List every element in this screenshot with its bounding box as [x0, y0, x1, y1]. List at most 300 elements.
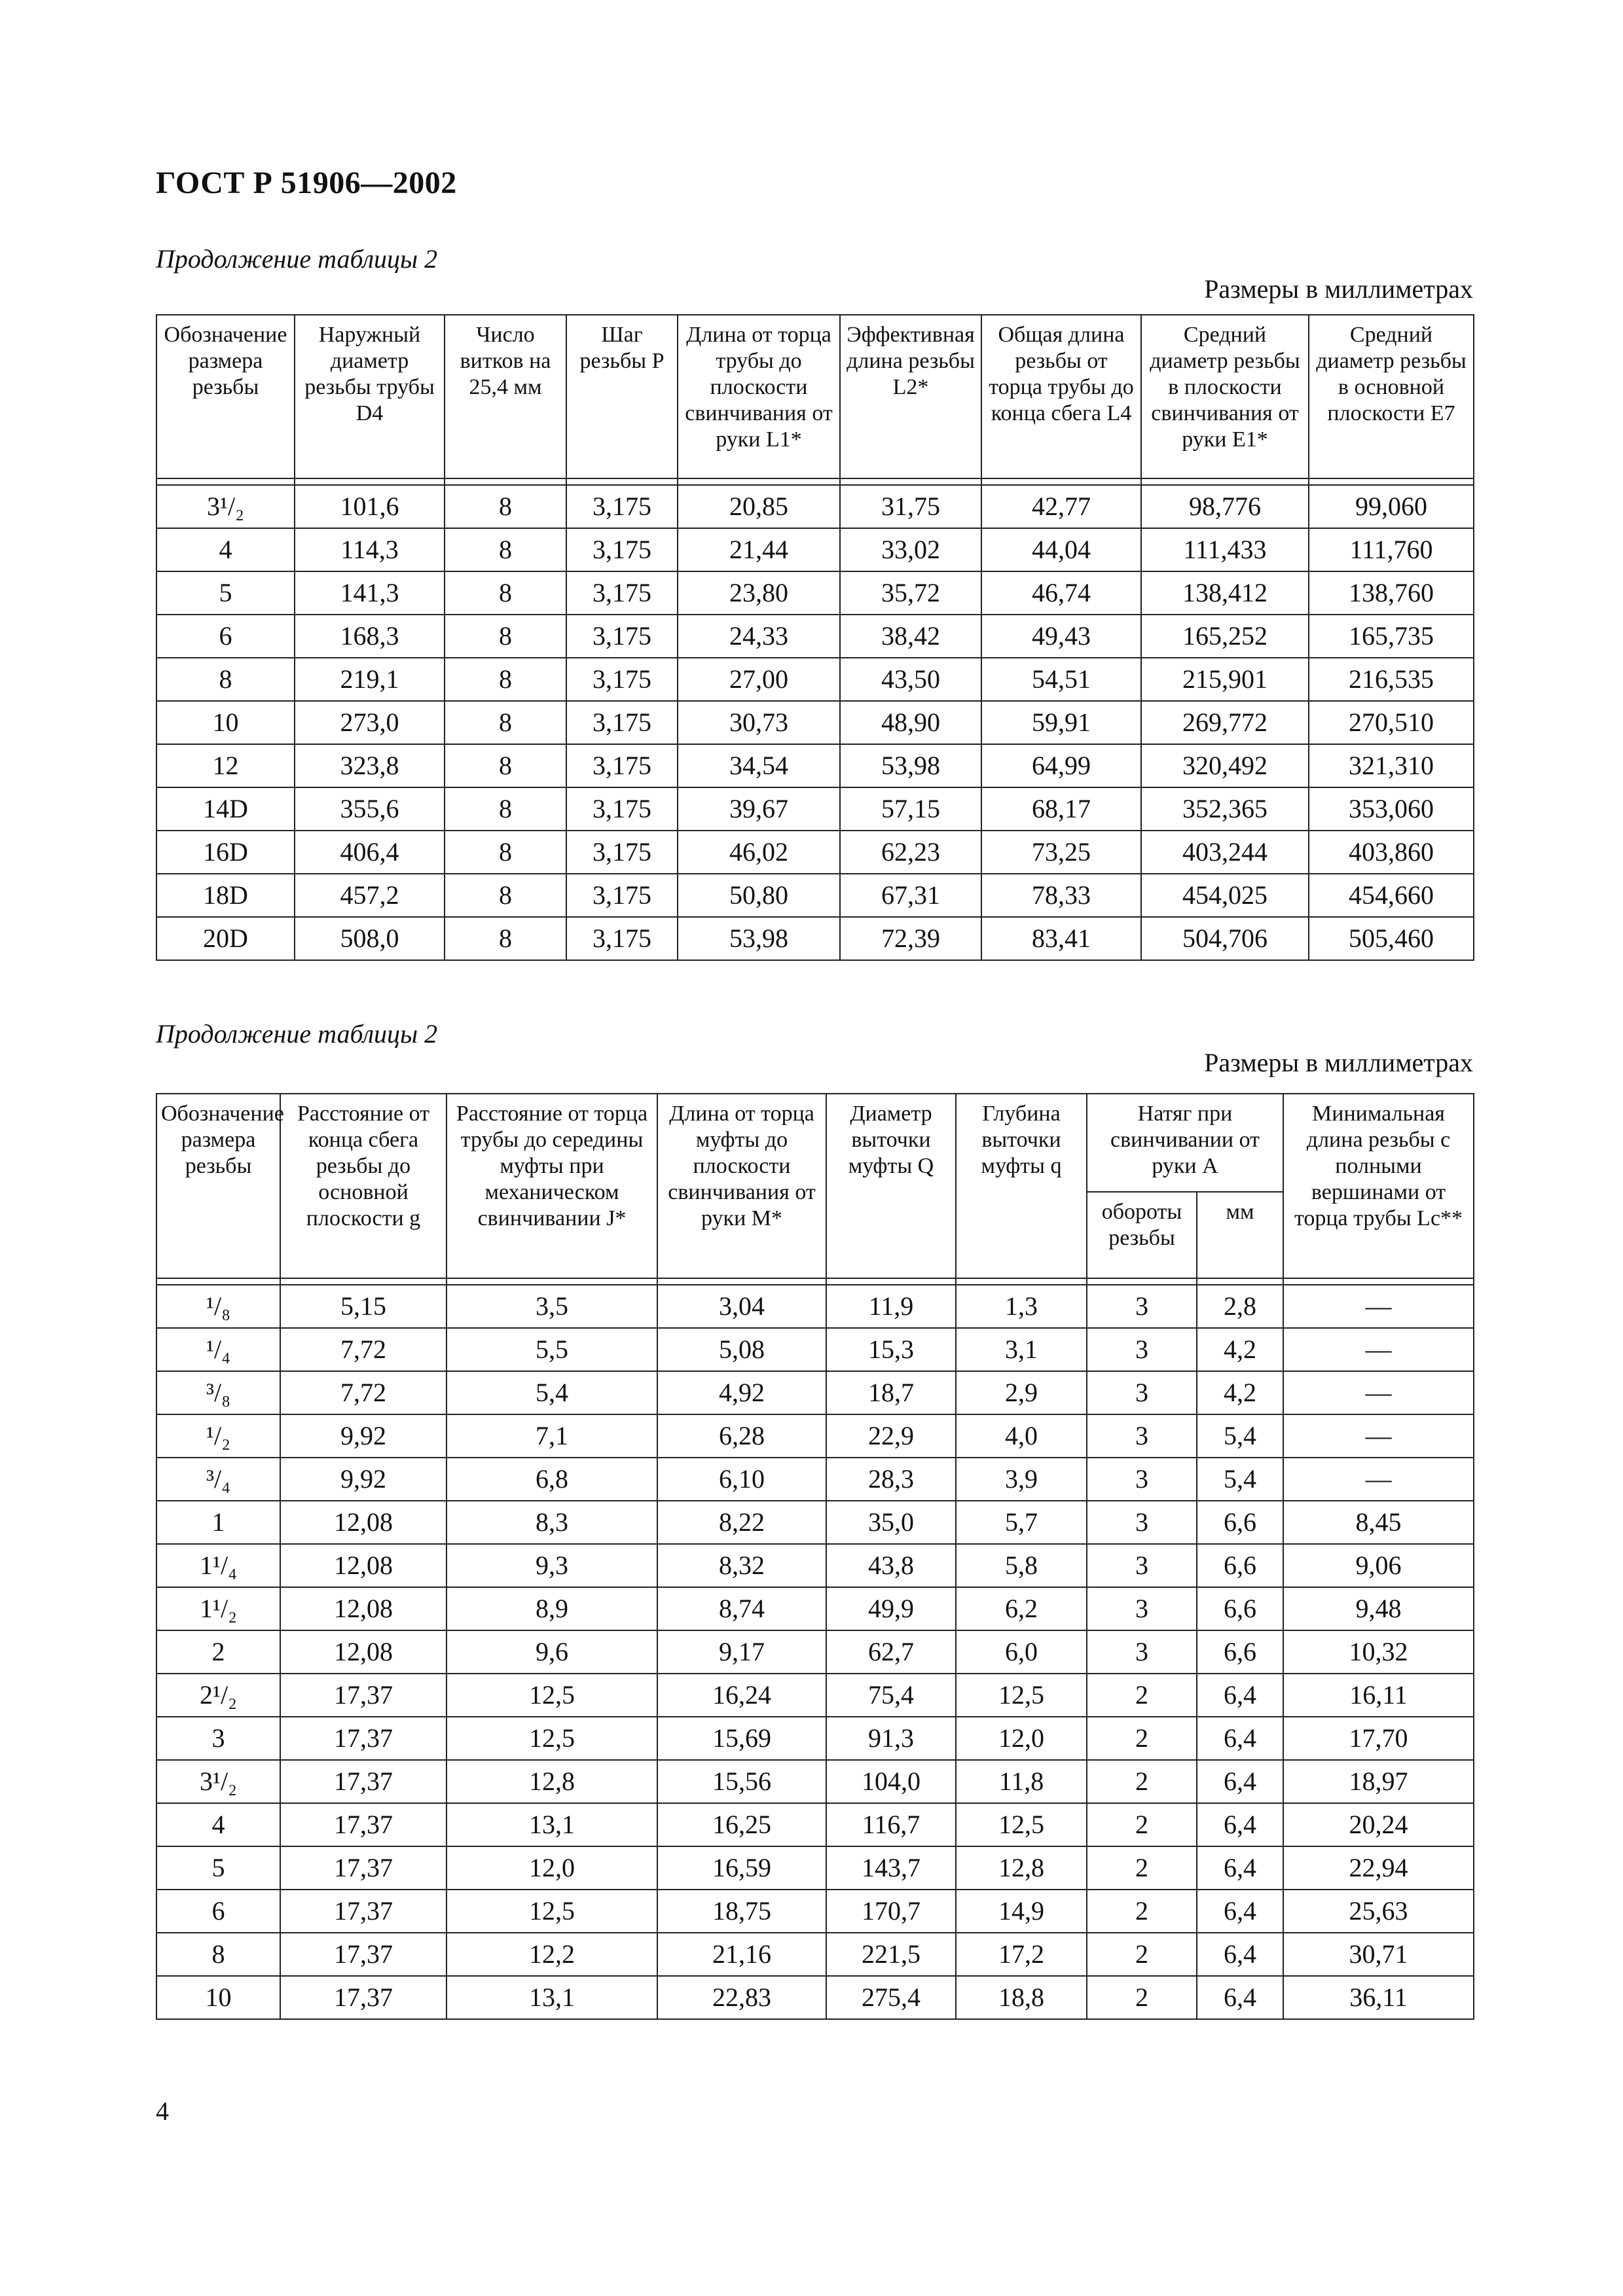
table-cell: 7,72 [280, 1371, 447, 1414]
table-cell: 504,706 [1141, 917, 1309, 960]
t2-col-length-m: Длина от торца муфты до плоскости свинчивания от руки M* [657, 1094, 826, 1278]
table-cell: 3,175 [566, 571, 678, 615]
table-cell: 116,7 [826, 1803, 956, 1846]
table-row [156, 571, 1474, 615]
table-cell: 6,4 [1197, 1846, 1283, 1890]
table-cell: 5,4 [1197, 1414, 1283, 1458]
table-cell: 3 [1087, 1458, 1197, 1501]
table-cell: 12,2 [447, 1933, 657, 1976]
table-cell: 16,24 [657, 1674, 826, 1717]
table-cell: 8 [156, 1933, 280, 1976]
table-cell: 17,37 [280, 1933, 447, 1976]
table-cell: 111,433 [1141, 528, 1309, 571]
table-cell: 4,2 [1197, 1328, 1283, 1371]
table-cell: 39,67 [678, 787, 840, 831]
table-cell: 12,8 [447, 1760, 657, 1803]
table-cell: ¹/₈ [156, 1285, 280, 1328]
table-cell: 78,33 [981, 874, 1141, 917]
table-cell: 8 [445, 571, 566, 615]
table-cell: 1 [156, 1501, 280, 1544]
table1-units: Размеры в миллиметрах [1204, 274, 1473, 304]
table-cell: 18,97 [1283, 1760, 1474, 1803]
table-cell: 8,45 [1283, 1501, 1474, 1544]
table-cell: 321,310 [1309, 744, 1474, 787]
table-cell: 9,92 [280, 1458, 447, 1501]
table-cell: 1¹/₂ [156, 1587, 280, 1630]
table-cell: 403,244 [1141, 831, 1309, 874]
table-cell: 2 [1087, 1846, 1197, 1890]
table-cell: 3 [1087, 1630, 1197, 1674]
table-row [156, 1933, 1474, 1976]
table-row [156, 1630, 1474, 1674]
table-cell: 49,9 [826, 1587, 956, 1630]
t2-col-hand-tight-engagement: Натяг при свинчивании от руки A [1087, 1094, 1283, 1192]
table-cell: 22,83 [657, 1976, 826, 2019]
table-cell: 4 [156, 1803, 280, 1846]
table-cell: 9,6 [447, 1630, 657, 1674]
table-cell: 8 [445, 744, 566, 787]
table-row [156, 787, 1474, 831]
table-cell: 5,4 [1197, 1458, 1283, 1501]
t2-col-distance-g: Расстояние от конца сбега резьбы до основной плоскости g [280, 1094, 447, 1278]
table-cell: 352,365 [1141, 787, 1309, 831]
table-cell: 46,02 [678, 831, 840, 874]
table-cell: 15,3 [826, 1328, 956, 1371]
table-row [156, 1890, 1474, 1933]
table-cell: 273,0 [295, 701, 445, 744]
table-cell: 10,32 [1283, 1630, 1474, 1674]
table-cell: 16D [156, 831, 295, 874]
table-cell: 68,17 [981, 787, 1141, 831]
table-cell: 8 [445, 658, 566, 701]
table-cell: 12,08 [280, 1544, 447, 1587]
table-cell: 9,17 [657, 1630, 826, 1674]
table2-caption: Продолжение таблицы 2 [156, 1019, 438, 1049]
table-cell: 16,25 [657, 1803, 826, 1846]
table-row [156, 917, 1474, 960]
table-cell: 42,77 [981, 485, 1141, 528]
table-cell: 2 [1087, 1933, 1197, 1976]
table-cell: 57,15 [840, 787, 981, 831]
separator-cell [1141, 478, 1309, 485]
table-cell: 8,3 [447, 1501, 657, 1544]
table-cell: 98,776 [1141, 485, 1309, 528]
table-row [156, 744, 1474, 787]
table-cell: 6,6 [1197, 1587, 1283, 1630]
table-cell: 13,1 [447, 1803, 657, 1846]
separator-cell [826, 1278, 956, 1285]
table-cell: 3,175 [566, 615, 678, 658]
t2-col-designation: Обозначение размера резьбы [156, 1094, 280, 1278]
table-cell: 12,0 [956, 1717, 1087, 1760]
table-cell: 64,99 [981, 744, 1141, 787]
table-cell: 3 [1087, 1501, 1197, 1544]
table-cell: 12,08 [280, 1587, 447, 1630]
table-cell: 62,7 [826, 1630, 956, 1674]
table-cell: 30,73 [678, 701, 840, 744]
table-cell: 3,175 [566, 874, 678, 917]
table-cell: 28,3 [826, 1458, 956, 1501]
table-row [156, 1458, 1474, 1501]
table-cell: 17,37 [280, 1760, 447, 1803]
table-cell: 72,39 [840, 917, 981, 960]
table-cell: 3,175 [566, 917, 678, 960]
table-cell: 21,44 [678, 528, 840, 571]
table-cell: 5,08 [657, 1328, 826, 1371]
separator-cell [1197, 1278, 1283, 1285]
separator-cell [1283, 1278, 1474, 1285]
table-cell: 54,51 [981, 658, 1141, 701]
t1-col-hand-tight-length: Длина от торца трубы до плоскости свинчивания от руки L1* [678, 315, 840, 478]
table1-caption: Продолжение таблицы 2 [156, 244, 438, 274]
table-cell: 15,69 [657, 1717, 826, 1760]
table-cell: 6,8 [447, 1458, 657, 1501]
table-cell: 3,175 [566, 485, 678, 528]
t2-subcol-turns: обороты резьбы [1087, 1192, 1197, 1278]
table-cell: 216,535 [1309, 658, 1474, 701]
table-cell: 73,25 [981, 831, 1141, 874]
t1-col-designation: Обозначение размера резьбы [156, 315, 295, 478]
table-cell: 5,8 [956, 1544, 1087, 1587]
table-cell: 3 [1087, 1371, 1197, 1414]
table-cell: 114,3 [295, 528, 445, 571]
table-cell: 10 [156, 701, 295, 744]
table-cell: 9,48 [1283, 1587, 1474, 1630]
table-cell: 4,92 [657, 1371, 826, 1414]
table-cell: 36,11 [1283, 1976, 1474, 2019]
table-cell: 8 [156, 658, 295, 701]
table-cell: 5,5 [447, 1328, 657, 1371]
table-cell: 6,4 [1197, 1976, 1283, 2019]
separator-cell [156, 1278, 280, 1285]
table-cell: 43,50 [840, 658, 981, 701]
table-cell: 219,1 [295, 658, 445, 701]
table-cell: 1¹/₄ [156, 1544, 280, 1587]
t2-col-distance-j: Расстояние от торца трубы до середины муфты при механическом свинчивании J* [447, 1094, 657, 1278]
table-cell: 12,5 [956, 1674, 1087, 1717]
table-cell: 168,3 [295, 615, 445, 658]
t1-col-outer-diameter: Наружный диаметр резьбы трубы D4 [295, 315, 445, 478]
separator-cell [156, 478, 295, 485]
table-cell: 3,175 [566, 701, 678, 744]
t1-col-pitch-diameter-hand: Средний диаметр резьбы в плоскости свинчивания от руки E1* [1141, 315, 1309, 478]
table-cell: 3 [1087, 1328, 1197, 1371]
table-cell: 9,06 [1283, 1544, 1474, 1587]
table-cell: 8,9 [447, 1587, 657, 1630]
table-cell: 275,4 [826, 1976, 956, 2019]
separator-cell [981, 478, 1141, 485]
table-cell: 508,0 [295, 917, 445, 960]
table-cell: 111,760 [1309, 528, 1474, 571]
table-cell: 5,4 [447, 1371, 657, 1414]
table-cell: 8 [445, 528, 566, 571]
table-cell: 16,59 [657, 1846, 826, 1890]
table-cell: 12,08 [280, 1501, 447, 1544]
table-cell: 2 [1087, 1803, 1197, 1846]
table-cell: 9,92 [280, 1414, 447, 1458]
table-cell: 49,43 [981, 615, 1141, 658]
table-cell: 34,54 [678, 744, 840, 787]
table-cell: 2 [1087, 1717, 1197, 1760]
table-cell: 165,252 [1141, 615, 1309, 658]
table-cell: 14,9 [956, 1890, 1087, 1933]
table-cell: 67,31 [840, 874, 981, 917]
table-cell: 18D [156, 874, 295, 917]
table-cell: 3 [1087, 1414, 1197, 1458]
table-cell: 4,0 [956, 1414, 1087, 1458]
table-cell: 215,901 [1141, 658, 1309, 701]
table-cell: 3,175 [566, 787, 678, 831]
page-number: 4 [156, 2096, 169, 2126]
table-cell: 2,8 [1197, 1285, 1283, 1328]
table-row [156, 701, 1474, 744]
table-cell: 2¹/₂ [156, 1674, 280, 1717]
table-cell: 138,412 [1141, 571, 1309, 615]
table-cell: 8 [445, 701, 566, 744]
table-cell: 6,4 [1197, 1760, 1283, 1803]
table-cell: 2 [1087, 1890, 1197, 1933]
table-cell: ³/₄ [156, 1458, 280, 1501]
table-cell: 12,5 [447, 1717, 657, 1760]
table-cell: 170,7 [826, 1890, 956, 1933]
table-cell: 104,0 [826, 1760, 956, 1803]
table-cell: 320,492 [1141, 744, 1309, 787]
t1-col-pitch: Шаг резьбы P [566, 315, 678, 478]
table-cell: 6,4 [1197, 1890, 1283, 1933]
table-cell: — [1283, 1371, 1474, 1414]
table-cell: 2 [1087, 1976, 1197, 2019]
table-cell: 17,70 [1283, 1717, 1474, 1760]
table2 [156, 1093, 1474, 2020]
table-cell: 353,060 [1309, 787, 1474, 831]
table-cell: 50,80 [678, 874, 840, 917]
table-cell: 6,0 [956, 1630, 1087, 1674]
table-cell: 141,3 [295, 571, 445, 615]
table-cell: 1,3 [956, 1285, 1087, 1328]
table-row [156, 1674, 1474, 1717]
table-row [156, 1803, 1474, 1846]
table-cell: 3,1 [956, 1328, 1087, 1371]
header-separator [156, 1278, 1474, 1285]
table-cell: 30,71 [1283, 1933, 1474, 1976]
table-cell: 3,175 [566, 744, 678, 787]
table-cell: 8,32 [657, 1544, 826, 1587]
table-cell: 101,6 [295, 485, 445, 528]
table-cell: 5,15 [280, 1285, 447, 1328]
table-cell: 4 [156, 528, 295, 571]
t1-col-threads-per-inch: Число витков на 25,4 мм [445, 315, 566, 478]
table-cell: 454,660 [1309, 874, 1474, 917]
table-cell: 17,37 [280, 1803, 447, 1846]
t2-col-min-thread-length: Минимальная длина резьбы с полными вершинами от торца трубы Lc** [1283, 1094, 1474, 1278]
table2-body [156, 1278, 1474, 2019]
t2-col-recess-depth: Глубина выточки муфты q [956, 1094, 1087, 1278]
table-cell: 3¹/₂ [156, 485, 295, 528]
table1 [156, 314, 1474, 961]
table-cell: 3 [1087, 1285, 1197, 1328]
table-cell: 5 [156, 571, 295, 615]
table-cell: 11,9 [826, 1285, 956, 1328]
table-cell: 406,4 [295, 831, 445, 874]
table-cell: 3 [156, 1717, 280, 1760]
table-cell: 33,02 [840, 528, 981, 571]
table-cell: 13,1 [447, 1976, 657, 2019]
table-cell: 138,760 [1309, 571, 1474, 615]
table-cell: 17,37 [280, 1674, 447, 1717]
table-cell: 59,91 [981, 701, 1141, 744]
separator-cell [657, 1278, 826, 1285]
table-row [156, 874, 1474, 917]
table-cell: 457,2 [295, 874, 445, 917]
table-row [156, 1414, 1474, 1458]
table-cell: 5 [156, 1846, 280, 1890]
table-row [156, 1717, 1474, 1760]
table-row [156, 1846, 1474, 1890]
table-cell: 6 [156, 1890, 280, 1933]
table-cell: 22,94 [1283, 1846, 1474, 1890]
table-cell: 454,025 [1141, 874, 1309, 917]
table-cell: 3,04 [657, 1285, 826, 1328]
table-cell: 53,98 [840, 744, 981, 787]
table1-body [156, 478, 1474, 960]
t2-col-recess-diameter: Диаметр выточки муфты Q [826, 1094, 956, 1278]
table-cell: — [1283, 1414, 1474, 1458]
table-cell: 8 [445, 485, 566, 528]
table-cell: 75,4 [826, 1674, 956, 1717]
table-cell: 17,37 [280, 1717, 447, 1760]
table-row [156, 1328, 1474, 1371]
separator-cell [956, 1278, 1087, 1285]
table-cell: 3 [1087, 1544, 1197, 1587]
table-cell: 38,42 [840, 615, 981, 658]
table-cell: 12,5 [447, 1674, 657, 1717]
table-cell: 8 [445, 615, 566, 658]
table-cell: 31,75 [840, 485, 981, 528]
table-cell: 20,85 [678, 485, 840, 528]
table-row [156, 615, 1474, 658]
table-cell: 48,90 [840, 701, 981, 744]
table-cell: 12,5 [956, 1803, 1087, 1846]
separator-cell [280, 1278, 447, 1285]
table-cell: 11,8 [956, 1760, 1087, 1803]
table-cell: 22,9 [826, 1414, 956, 1458]
table-cell: 24,33 [678, 615, 840, 658]
table-cell: 6 [156, 615, 295, 658]
table-cell: 6,6 [1197, 1544, 1283, 1587]
t1-col-effective-length: Эффективная длина резьбы L2* [840, 315, 981, 478]
table-cell: 2 [1087, 1760, 1197, 1803]
table-cell: 10 [156, 1976, 280, 2019]
separator-cell [445, 478, 566, 485]
table-cell: 14D [156, 787, 295, 831]
table-row [156, 1587, 1474, 1630]
table-cell: — [1283, 1458, 1474, 1501]
table-row [156, 831, 1474, 874]
table-cell: 91,3 [826, 1717, 956, 1760]
table-row [156, 1501, 1474, 1544]
table-cell: 12,5 [447, 1890, 657, 1933]
table-cell: 6,4 [1197, 1933, 1283, 1976]
table-cell: 3,9 [956, 1458, 1087, 1501]
table-cell: 355,6 [295, 787, 445, 831]
table-cell: 25,63 [1283, 1890, 1474, 1933]
table-cell: ³/₈ [156, 1371, 280, 1414]
t2-subcol-mm: мм [1197, 1192, 1283, 1278]
table-cell: 403,860 [1309, 831, 1474, 874]
table-cell: 62,23 [840, 831, 981, 874]
table-cell: 6,10 [657, 1458, 826, 1501]
table-cell: 6,4 [1197, 1717, 1283, 1760]
table-cell: 17,2 [956, 1933, 1087, 1976]
table-cell: 3,175 [566, 658, 678, 701]
table-cell: 8 [445, 787, 566, 831]
table-cell: 53,98 [678, 917, 840, 960]
table-cell: 12,8 [956, 1846, 1087, 1890]
table-cell: 20,24 [1283, 1803, 1474, 1846]
table-cell: 18,8 [956, 1976, 1087, 2019]
table-cell: 8 [445, 874, 566, 917]
table-cell: 6,6 [1197, 1501, 1283, 1544]
table-cell: 16,11 [1283, 1674, 1474, 1717]
table-row [156, 528, 1474, 571]
table-cell: 505,460 [1309, 917, 1474, 960]
table-cell: 270,510 [1309, 701, 1474, 744]
table-cell: 6,4 [1197, 1674, 1283, 1717]
table-cell: 8 [445, 831, 566, 874]
table-cell: 35,0 [826, 1501, 956, 1544]
table-cell: 43,8 [826, 1544, 956, 1587]
table-row [156, 1285, 1474, 1328]
table-row [156, 485, 1474, 528]
table-cell: 20D [156, 917, 295, 960]
header-separator [156, 478, 1474, 485]
table-cell: 15,56 [657, 1760, 826, 1803]
table-cell: 221,5 [826, 1933, 956, 1976]
table-cell: 4,2 [1197, 1371, 1283, 1414]
table-row [156, 1976, 1474, 2019]
table-row [156, 658, 1474, 701]
table-cell: 8,22 [657, 1501, 826, 1544]
table-cell: ¹/₂ [156, 1414, 280, 1458]
separator-cell [678, 478, 840, 485]
table-cell: 12,0 [447, 1846, 657, 1890]
separator-cell [1309, 478, 1474, 485]
table-cell: 3¹/₂ [156, 1760, 280, 1803]
separator-cell [295, 478, 445, 485]
table-cell: 3 [1087, 1587, 1197, 1630]
table-cell: 8 [445, 917, 566, 960]
table-cell: 99,060 [1309, 485, 1474, 528]
table-cell: 46,74 [981, 571, 1141, 615]
table-cell: 18,7 [826, 1371, 956, 1414]
table-cell: 8,74 [657, 1587, 826, 1630]
table-cell: — [1283, 1285, 1474, 1328]
table-cell: 2 [156, 1630, 280, 1674]
t1-col-total-length: Общая длина резьбы от торца трубы до конца сбега L4 [981, 315, 1141, 478]
table-cell: 17,37 [280, 1846, 447, 1890]
table-cell: 44,04 [981, 528, 1141, 571]
table-cell: 143,7 [826, 1846, 956, 1890]
table-cell: 12 [156, 744, 295, 787]
table-cell: 17,37 [280, 1890, 447, 1933]
table-cell: 2,9 [956, 1371, 1087, 1414]
table-cell: 21,16 [657, 1933, 826, 1976]
table-cell: 83,41 [981, 917, 1141, 960]
table-cell: 165,735 [1309, 615, 1474, 658]
table-cell: 3,175 [566, 831, 678, 874]
table-row [156, 1760, 1474, 1803]
table-row [156, 1371, 1474, 1414]
